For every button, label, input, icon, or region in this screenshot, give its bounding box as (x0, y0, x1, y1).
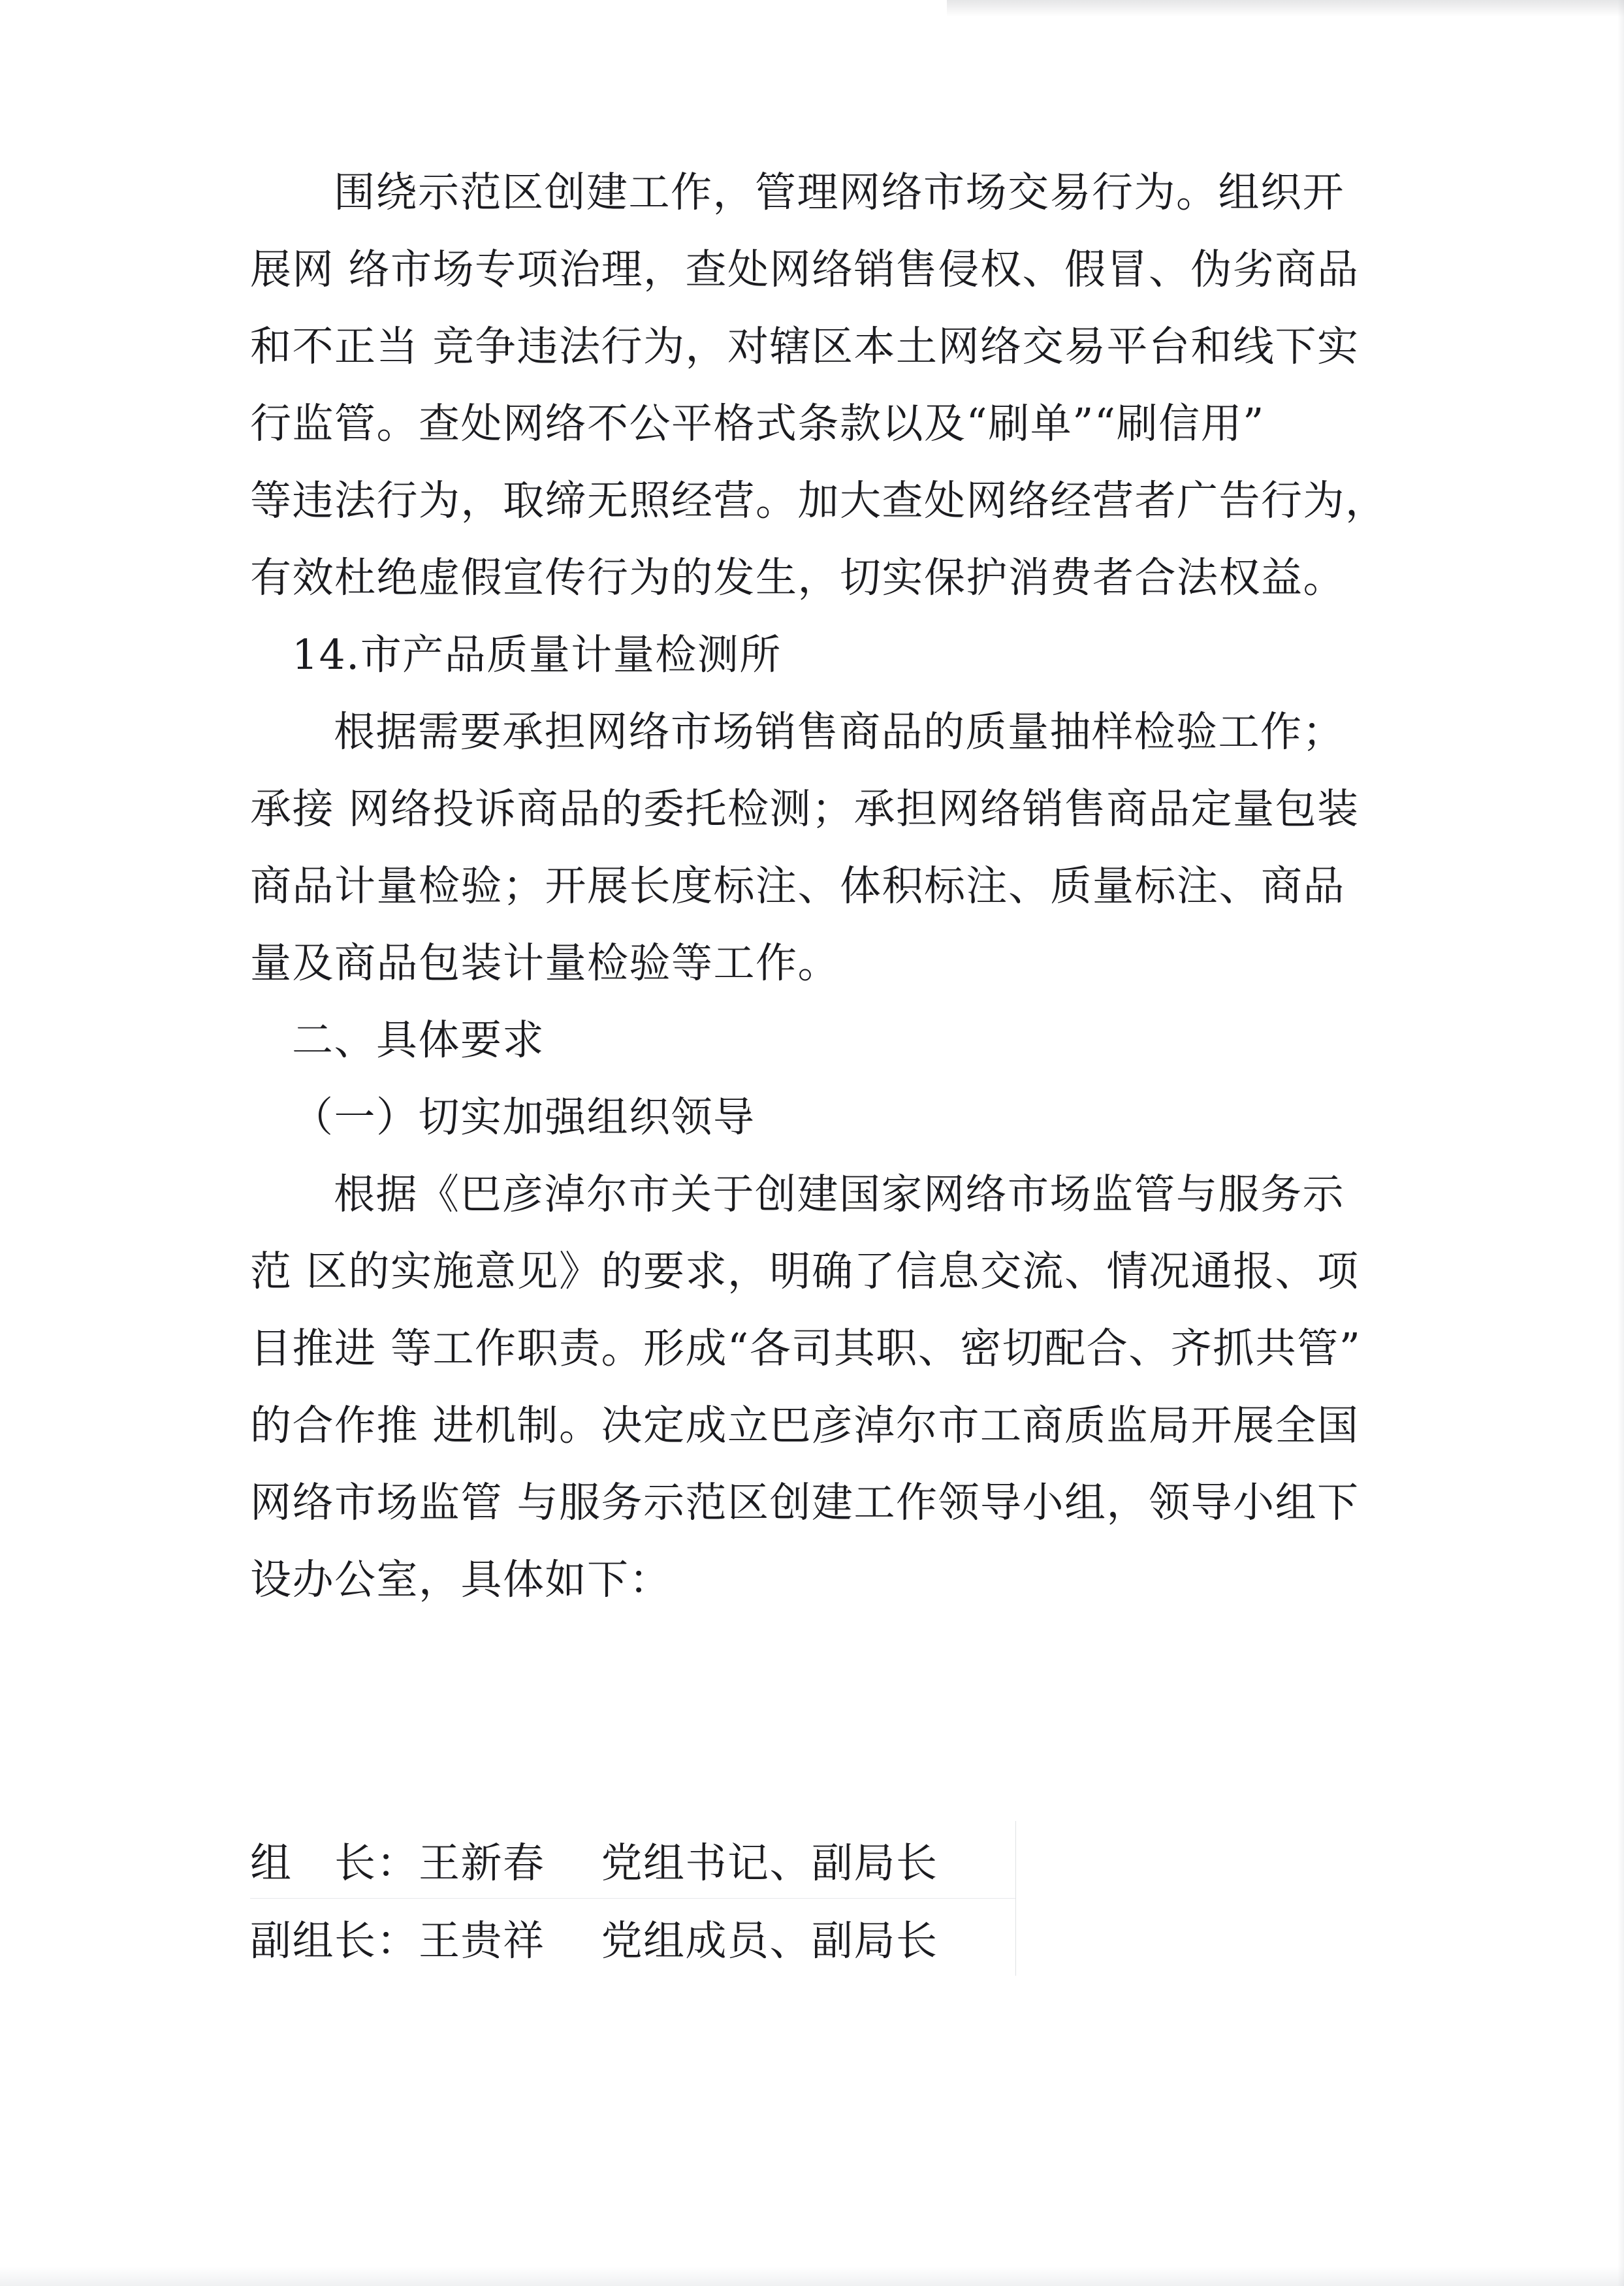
text-line: 等违法行为，取缔无照经营。加大查处网络经营者广告行为， (250, 477, 1388, 524)
heading-item-14 (250, 617, 1376, 694)
scan-artifact-bottom-edge (0, 2266, 1624, 2286)
leadership-roster-table (250, 1821, 1016, 1976)
document-body (250, 154, 1388, 1618)
paragraph-leadership-group (250, 1156, 1376, 1618)
roster-person-title: 党组成员、副局长 (601, 1916, 938, 1965)
roster-role-label: 副组长： (250, 1916, 419, 1965)
text-line: 范 区的实施意见》的要求，明确了信息交流、情况通报、项 (250, 1248, 1360, 1295)
heading-text: 二、具体要求 (292, 1016, 545, 1064)
text-line: 目推进 等工作职责。形成“各司其职、密切配合、齐抓共管” (250, 1325, 1361, 1372)
roster-person-title: 党组书记、副局长 (601, 1839, 938, 1887)
roster-person-name: 王新春 (419, 1839, 545, 1887)
paragraph-network-market-governance (250, 154, 1388, 617)
text-line: 网络市场监管 与服务示范区创建工作领导小组，领导小组下 (250, 1479, 1360, 1526)
table-row (250, 1821, 1015, 1899)
text-line: 有效杜绝虚假宣传行为的发生，切实保护消费者合法权益。 (250, 554, 1345, 602)
heading-section-specific-requirements (250, 1002, 1376, 1079)
heading-subsection-strengthen-leadership (250, 1079, 1376, 1156)
heading-text: 14.市产品质量计量检测所 (292, 631, 782, 679)
roster-person-name: 王贵祥 (419, 1916, 545, 1965)
scan-artifact-top-edge (947, 0, 1624, 17)
paragraph-quality-inspection-duties (250, 694, 1376, 1002)
text-line: 和不正当 竞争违法行为，对辖区本土网络交易平台和线下实 (250, 323, 1360, 370)
text-line: 围绕示范区创建工作，管理网络市场交易行为。组织开 (334, 169, 1345, 216)
roster-role-label: 组 长： (250, 1839, 419, 1887)
text-line: 展网 络市场专项治理，查处网络销售侵权、假冒、伪劣商品 (250, 246, 1360, 293)
text-line: 的合作推 进机制。决定成立巴彦淖尔市工商质监局开展全国 (250, 1402, 1360, 1449)
heading-text: （一）切实加强组织领导 (292, 1093, 756, 1141)
text-line: 根据《巴彦淖尔市关于创建国家网络市场监管与服务示 (334, 1170, 1345, 1218)
text-line: 承接 网络投诉商品的委托检测；承担网络销售商品定量包装 (250, 785, 1360, 833)
scan-artifact-right-edge (1617, 0, 1624, 2286)
table-row (250, 1899, 1015, 1976)
text-line: 设办公室，具体如下： (250, 1556, 671, 1603)
text-line: 行监管。查处网络不公平格式条款以及“刷单”“刷信用” (250, 400, 1265, 447)
text-line: 量及商品包装计量检验等工作。 (250, 939, 840, 987)
text-line: 商品计量检验；开展长度标注、体积标注、质量标注、商品 (250, 862, 1345, 910)
text-line: 根据需要承担网络市场销售商品的质量抽样检验工作； (334, 708, 1345, 756)
